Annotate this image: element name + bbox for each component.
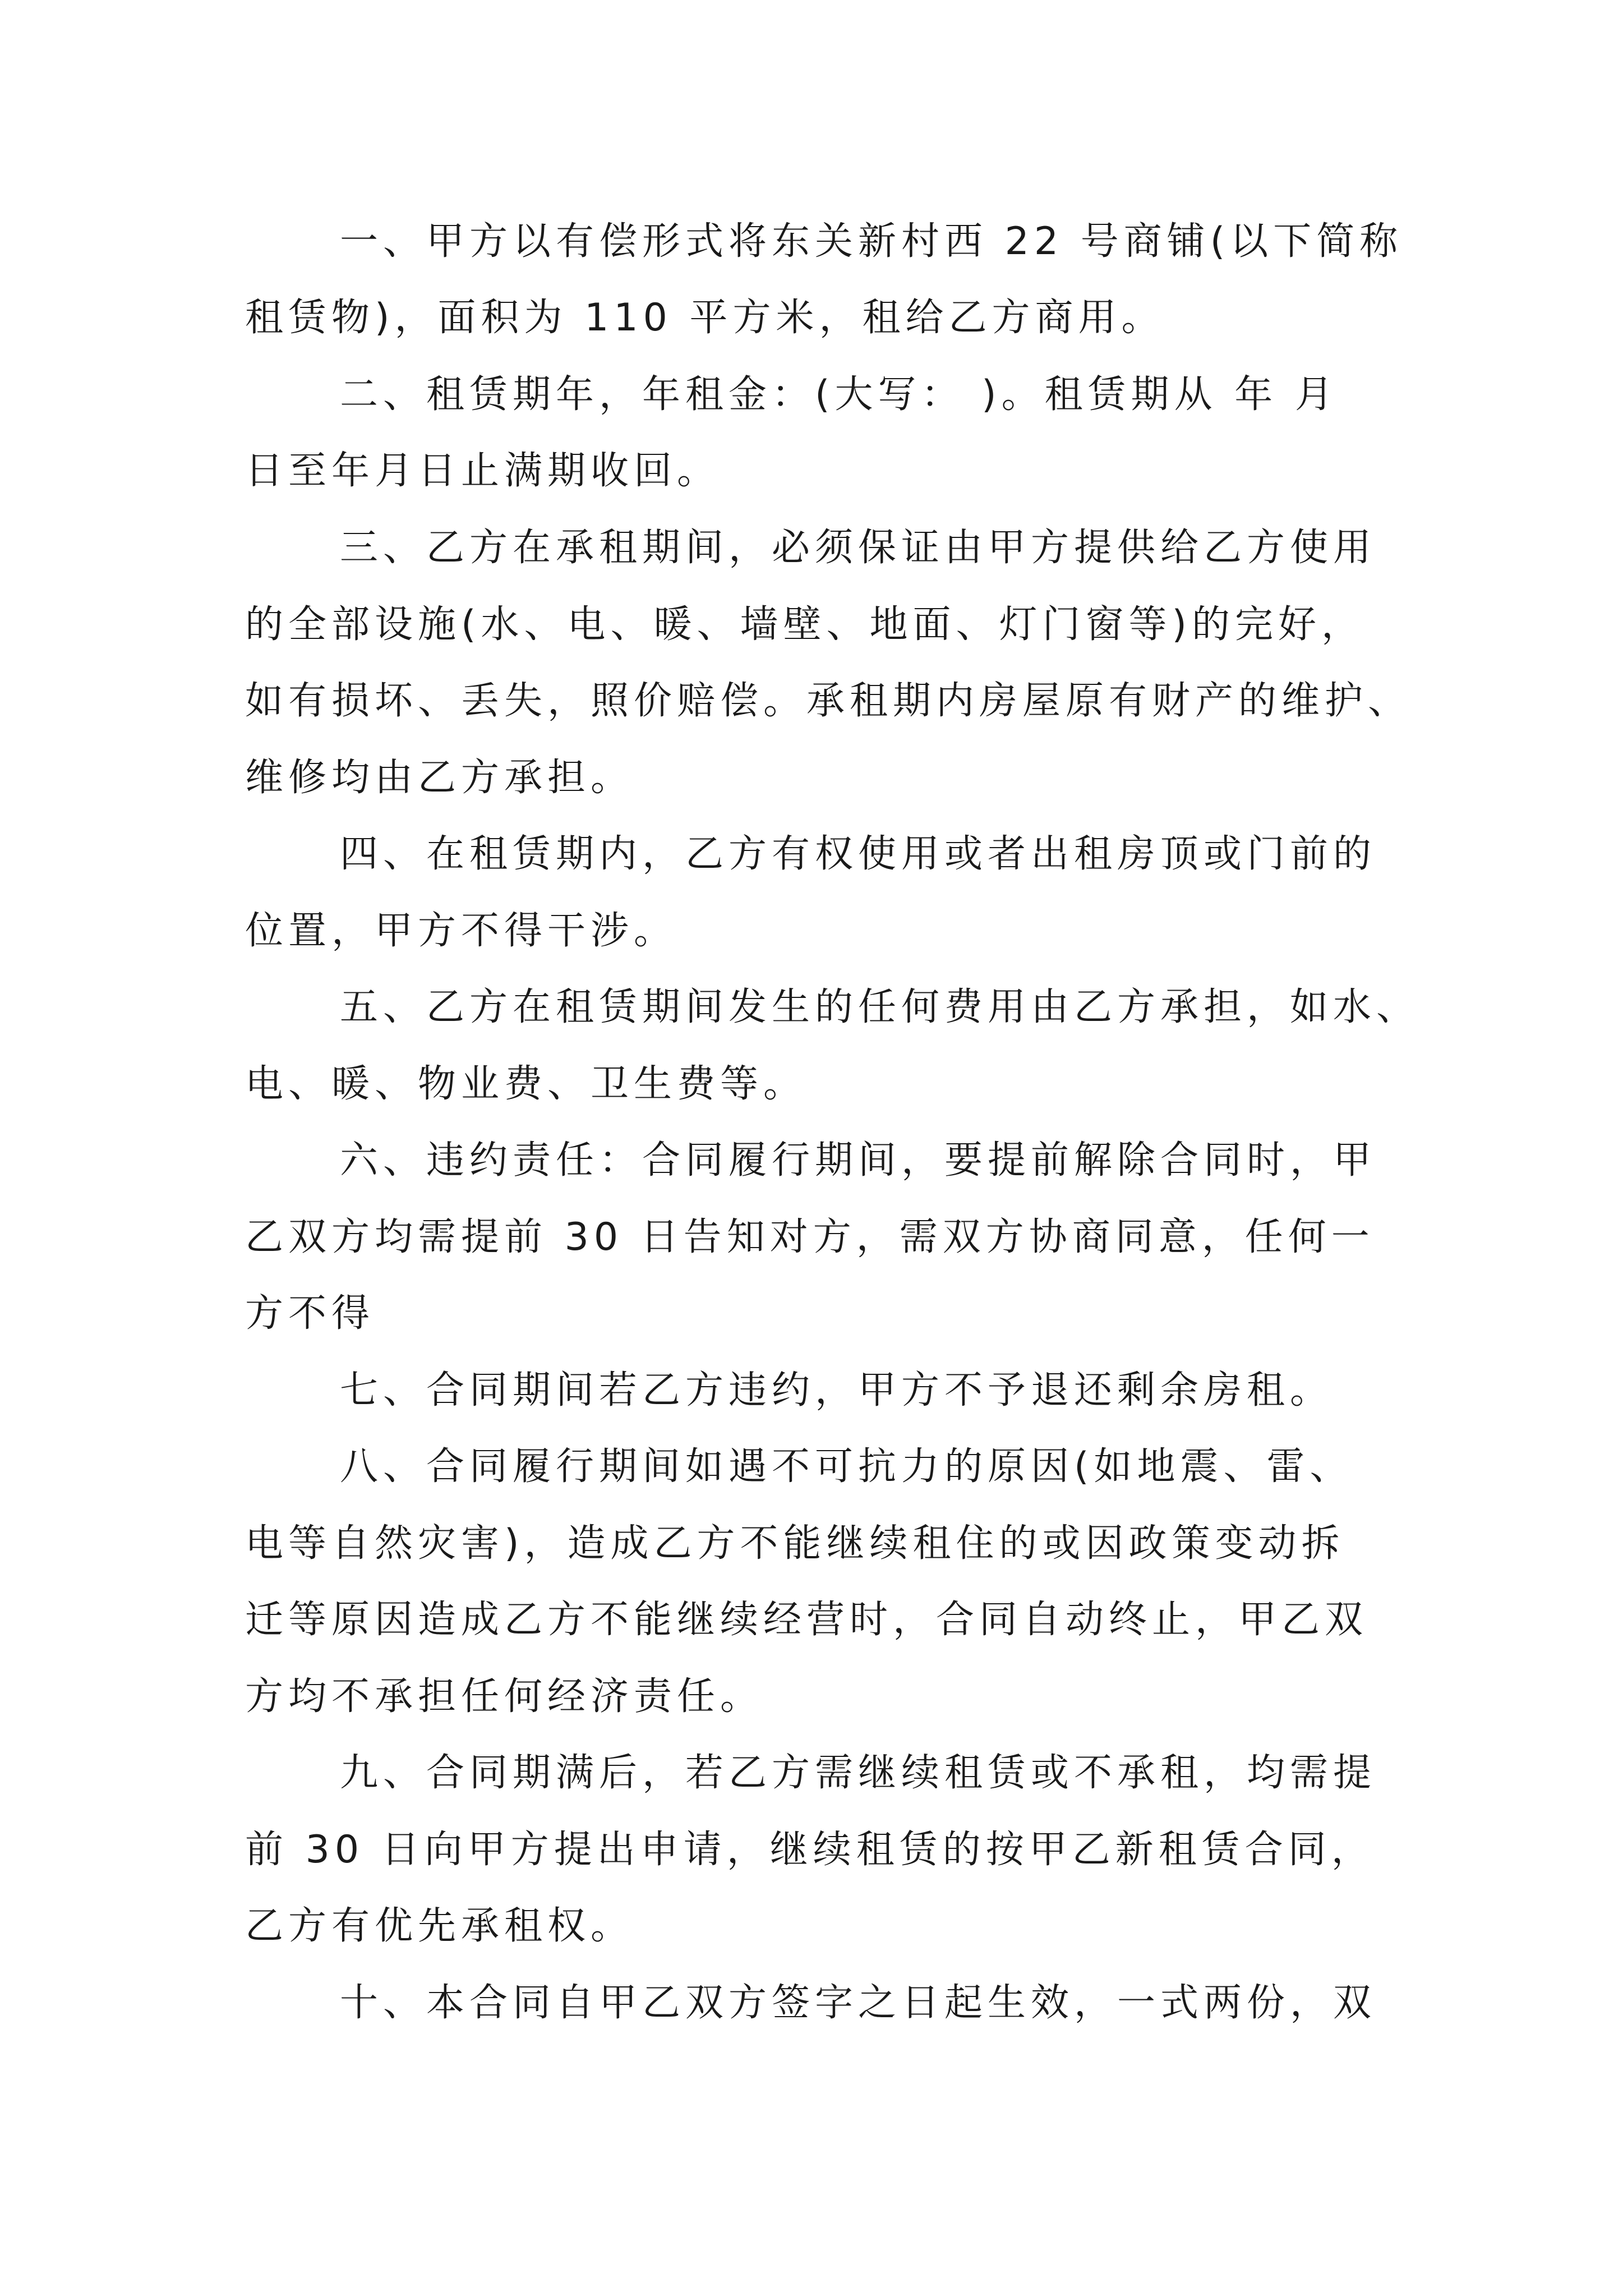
- clause-8-line-1: 八、合同履行期间如遇不可抗力的原因(如地震、雷、: [340, 1444, 1353, 1489]
- clause-9-line-3: 乙方有优先承租权。: [245, 1904, 634, 1948]
- clause-4-line-1: 四、在租赁期内，乙方有权使用或者出租房顶或门前的: [340, 832, 1377, 876]
- clause-1-line-2: 租赁物)，面积为 110 平方米，租给乙方商用。: [245, 296, 1165, 340]
- clause-8-line-3: 迁等原因造成乙方不能继续经营时，合同自动终止，甲乙双: [245, 1598, 1368, 1642]
- clause-5-line-1: 五、乙方在租赁期间发生的任何费用由乙方承担，如水、: [340, 985, 1420, 1029]
- clause-9-line-2: 前 30 日向甲方提出申请，继续租赁的按甲乙新租赁合同，: [245, 1828, 1375, 1872]
- clause-2-line-2: 日至年月日止满期收回。: [245, 449, 721, 493]
- clause-3-line-1: 三、乙方在承租期间，必须保证由甲方提供给乙方使用: [340, 526, 1377, 570]
- clause-2-line-1: 二、租赁期年，年租金：(大写： )。租赁期从 年 月: [340, 372, 1338, 417]
- clause-6-line-2: 乙双方均需提前 30 日告知对方，需双方协商同意，任何一: [245, 1215, 1375, 1259]
- clause-3-line-3: 如有损坏、丢失，照价赔偿。承租期内房屋原有财产的维护、: [245, 679, 1412, 723]
- clause-7-line-1: 七、合同期间若乙方违约，甲方不予退还剩余房租。: [340, 1368, 1334, 1412]
- clause-9-line-1: 九、合同期满后，若乙方需继续租赁或不承租，均需提: [340, 1751, 1377, 1795]
- clause-6-line-1: 六、违约责任：合同履行期间，要提前解除合同时，甲: [340, 1138, 1377, 1182]
- clause-1-line-1: 一、甲方以有偿形式将东关新村西 22 号商铺(以下简称: [340, 219, 1403, 264]
- clause-10-line-1: 十、本合同自甲乙双方签字之日起生效，一式两份，双: [340, 1981, 1377, 2025]
- clause-4-line-2: 位置，甲方不得干涉。: [245, 909, 677, 953]
- clause-6-line-3: 方不得: [245, 1291, 375, 1336]
- clause-3-line-4: 维修均由乙方承担。: [245, 756, 634, 800]
- clause-3-line-2: 的全部设施(水、电、暖、墙壁、地面、灯门窗等)的完好，: [245, 602, 1365, 647]
- clause-8-line-4: 方均不承担任何经济责任。: [245, 1674, 764, 1719]
- clause-5-line-2: 电、暖、物业费、卫生费等。: [245, 1062, 807, 1106]
- clause-8-line-2: 电等自然灾害)，造成乙方不能继续租住的或因政策变动拆: [245, 1521, 1345, 1566]
